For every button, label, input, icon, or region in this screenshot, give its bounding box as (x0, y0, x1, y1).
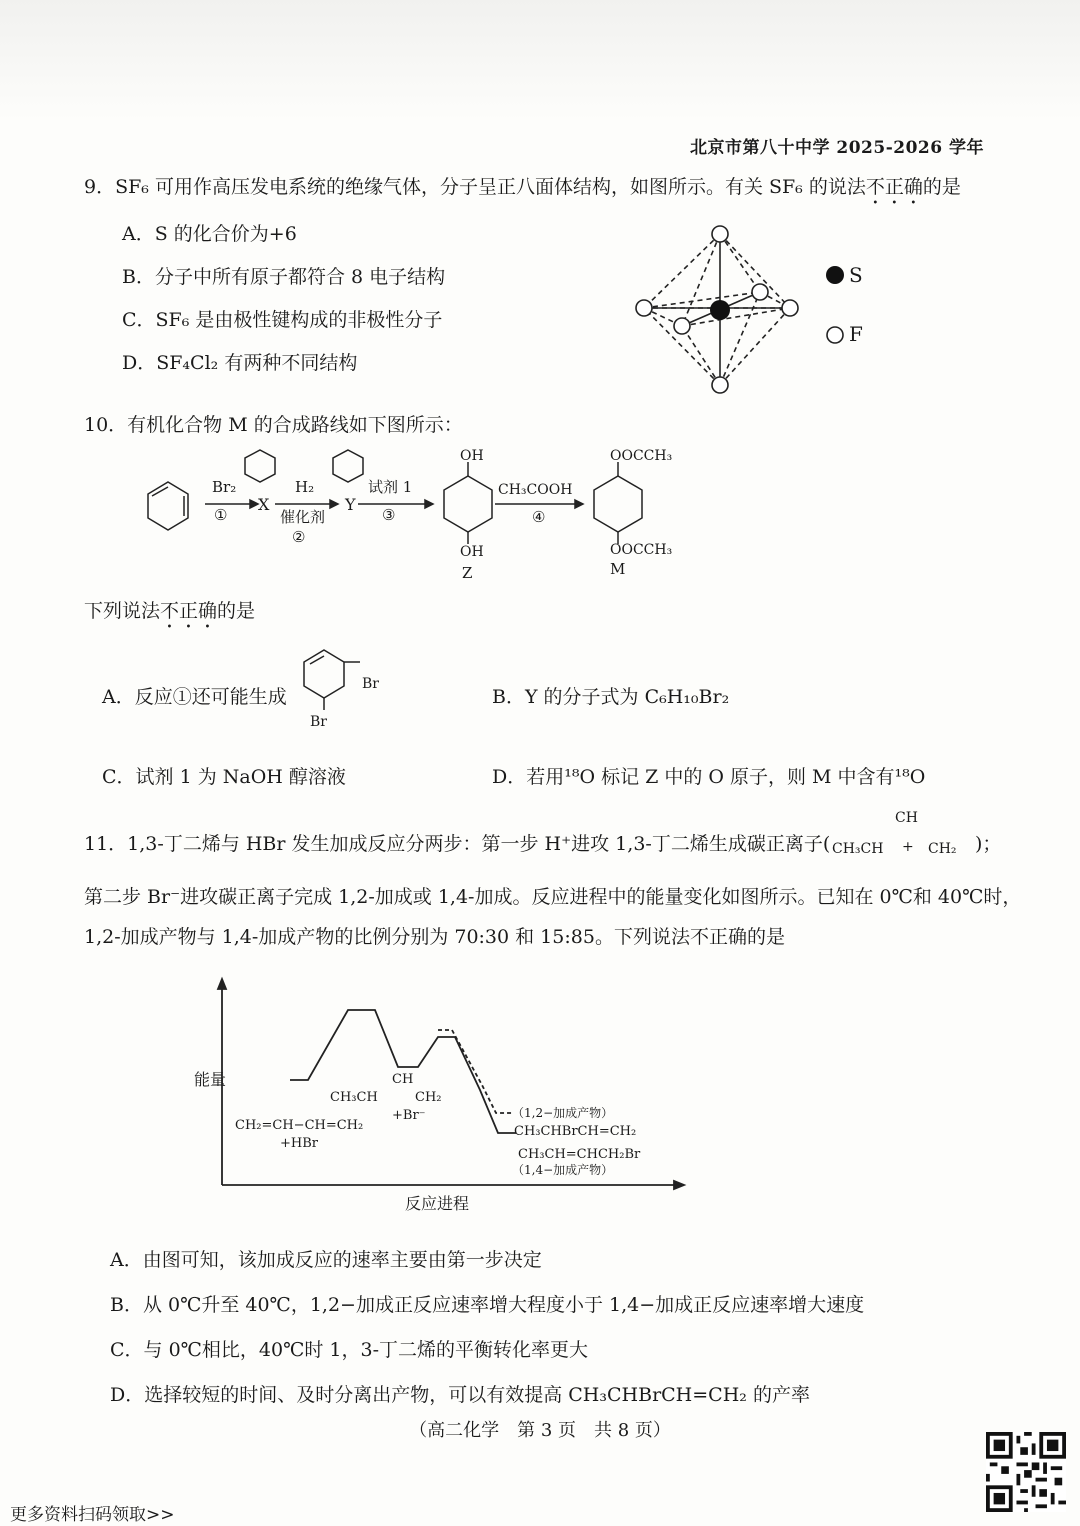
z-oh-top: OH (460, 448, 484, 464)
s-legend-dot (826, 266, 844, 284)
q11-ion-left: CH₃CH (832, 841, 884, 857)
product-1-4-label: （1,4−加成产物） (512, 1163, 614, 1177)
q10-synthesis-scheme (130, 432, 710, 582)
q10-option-b: B．Y 的分子式为 C₆H₁₀Br₂ (492, 686, 730, 708)
q10-sub-stem: 下列说法不正确的是 (84, 600, 256, 622)
f-legend-dot (827, 327, 843, 343)
q9-option-d: D．SF₄Cl₂ 有两种不同结构 (122, 352, 358, 374)
chart-xlabel: 反应进程 (405, 1194, 470, 1213)
chart-ylabel: 能量 (194, 1070, 227, 1089)
f-atom-left (636, 300, 652, 316)
energy-profile-chart (180, 975, 700, 1220)
q9-option-b: B．分子中所有原子都符合 8 电子结构 (122, 266, 446, 288)
z-oh-bottom: OH (460, 544, 484, 560)
cyclohexadiene-ring (148, 482, 188, 530)
intermediate-br: +Br⁻ (392, 1108, 426, 1123)
option-a-br-bottom: Br (310, 714, 327, 730)
q11-option-a: A．由图可知，该加成反应的速率主要由第一步决定 (110, 1249, 542, 1271)
q11-ion-plus: + (902, 839, 914, 855)
q10-option-a: A．反应①还可能生成 (102, 686, 287, 708)
intermediate-right: CH₂ (415, 1090, 442, 1105)
product-1-4: CH₃CH=CHCH₂Br (518, 1147, 641, 1162)
school-year-header: 北京市第八十中学 2025-2026 学年 (689, 138, 984, 158)
q11-option-b: B．从 0℃升至 40℃，1,2−加成正反应速率增大程度小于 1,4−加成正反应速率增大速度 (110, 1294, 865, 1316)
q10-option-c: C．试剂 1 为 NaOH 醇溶液 (102, 766, 346, 788)
energy-curve-1-2 (438, 1030, 512, 1113)
sf6-octahedron-figure (630, 220, 890, 400)
page-footer: （高二化学 第 3 页 共 8 页） (409, 1420, 671, 1441)
reagent-4-step: ④ (532, 508, 546, 526)
reagent-2-step: ② (292, 528, 306, 546)
q10-option-a-structure (290, 638, 390, 734)
q9-stem: 9．SF₆ 可用作高压发电系统的绝缘气体，分子呈正八面体结构，如图所示。有关 SF₆ 的说法不正确的是 (84, 176, 961, 198)
reagent-2-top: H₂ (295, 478, 315, 496)
reactant-label: CH₂=CH−CH=CH₂ (235, 1118, 364, 1133)
q9-option-c: C．SF₆ 是由极性键构成的非极性分子 (122, 309, 443, 331)
reagent-3-step: ③ (382, 506, 396, 524)
more-resources-link[interactable]: 更多资料扫码领取>> (10, 1505, 175, 1525)
product-1-2-label: （1,2−加成产物） (512, 1106, 614, 1120)
q11-ion-close: )； (975, 833, 1002, 855)
reagent-1-step: ① (214, 506, 228, 524)
q10-option-d: D．若用¹⁸O 标记 Z 中的 O 原子，则 M 中含有¹⁸O (492, 766, 926, 788)
option-a-br-right: Br (362, 676, 379, 692)
m-ester-top: OOCCH₃ (610, 448, 673, 464)
q11-option-d: D．选择较短的时间、及时分离出产物，可以有效提高 CH₃CHBrCH=CH₂ 的产率 (110, 1384, 810, 1406)
q11-ion-top: CH (895, 810, 918, 826)
compound-z: Z (462, 564, 473, 582)
intermediate-left: CH₃CH (330, 1090, 378, 1105)
qr-code-icon[interactable] (986, 1432, 1066, 1512)
m-ester-bottom: OOCCH₃ (610, 542, 673, 558)
f-atom-back (752, 284, 768, 300)
q11-line-2: 第二步 Br⁻进攻碳正离子完成 1,2-加成或 1,4-加成。反应进程中的能量变化如图所示。已知在 0℃和 40℃时， (84, 886, 1022, 908)
f-atom-front (674, 318, 690, 334)
m-ring (594, 476, 642, 532)
z-ring (444, 476, 492, 532)
q10-stem: 10．有机化合物 M 的合成路线如下图所示： (84, 414, 463, 436)
q11-line-3: 1,2-加成产物与 1,4-加成产物的比例分别为 70:30 和 15:85。下列说法不正确的是 (84, 926, 785, 948)
product-1-2: CH₃CHBrCH=CH₂ (514, 1124, 637, 1139)
s-atom-center (710, 300, 730, 320)
f-atom-bottom (712, 377, 728, 393)
compound-x: X (258, 495, 270, 514)
reagent-2-catalyst: 催化剂 (280, 508, 326, 526)
intermediate-top: CH (392, 1072, 414, 1087)
scan-margin (0, 0, 1080, 120)
reagent-1-top: Br₂ (212, 478, 237, 496)
s-legend-label: S (849, 263, 863, 287)
f-legend-label: F (849, 322, 863, 346)
compound-y: Y (345, 495, 356, 514)
q11-line-1: 11．1,3-丁二烯与 HBr 发生加成反应分两步：第一步 H⁺进攻 1,3-丁二烯生成碳正离子( (84, 833, 831, 855)
f-atom-top (712, 226, 728, 242)
reagent-3-top: 试剂 1 (368, 478, 413, 496)
q11-ion-right: CH₂ (928, 841, 957, 857)
reactant-hbr-label: +HBr (280, 1136, 318, 1151)
q9-option-a: A．S 的化合价为+6 (122, 223, 297, 245)
compound-m: M (610, 560, 626, 578)
q11-option-c: C．与 0℃相比，40℃时 1，3-丁二烯的平衡转化率更大 (110, 1339, 588, 1361)
f-atom-right (782, 300, 798, 316)
reagent-4-top: CH₃COOH (498, 482, 573, 498)
